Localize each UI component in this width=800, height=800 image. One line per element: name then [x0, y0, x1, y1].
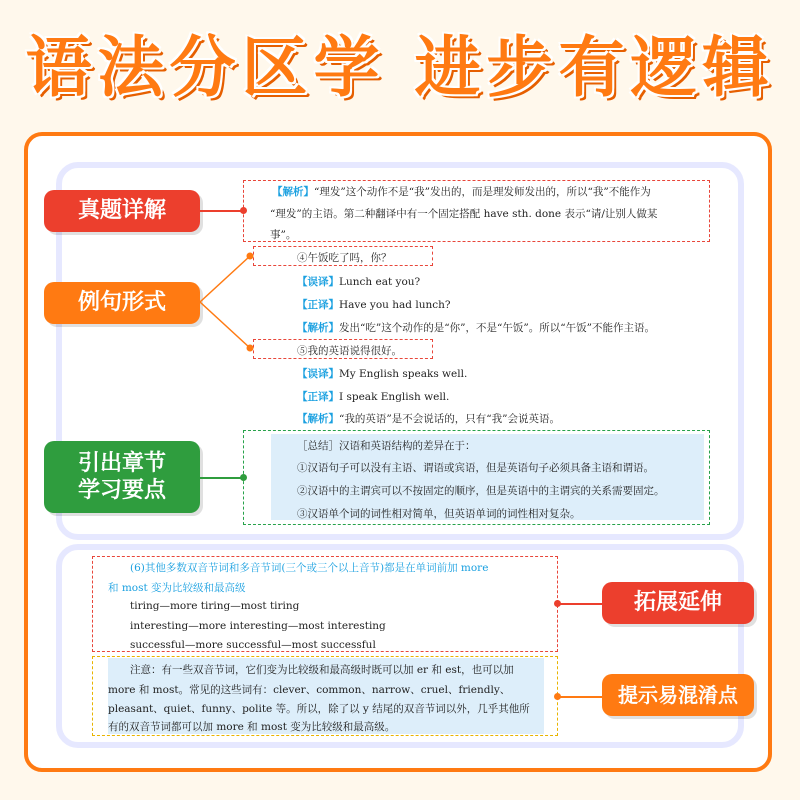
summary-title: ［总结］汉语和英语结构的差异在于：: [297, 440, 476, 452]
note-line-2: more 和 most。常见的这些词有：clever、common、narrow、cruel、friendly、: [108, 684, 511, 696]
label-extension: 拓展延伸: [602, 582, 754, 624]
note-line-1: 注意：有一些双音节词，它们变为比较级和最高级时既可以加 er 和 est，也可以加: [130, 664, 514, 676]
note-line-4: 有的双音节词都可以加 more 和 most 变为比较级和最高级。: [108, 721, 396, 733]
headline: 语法分区学 进步有逻辑: [25, 29, 775, 106]
summary-item-3: ③汉语单个词的词性相对简单，但英语单词的词性相对复杂。: [297, 508, 581, 520]
rule-example-1: tiring—more tiring—most tiring: [130, 600, 300, 612]
connector-dot-chapter-points: [240, 474, 247, 481]
rule-line-2: 和 most 变为比较级和最高级: [108, 582, 246, 594]
connector-dot-real-exam: [240, 207, 247, 214]
connector-chapter-points: [200, 477, 244, 479]
rule-line-1: (6)其他多数双音节词和多音节词(三个或三个以上音节)都是在单词前加 more: [130, 562, 489, 574]
analysis-line-1: 【解析】“理发”这个动作不是“我”发出的，而是理发师发出的，所以“我”不能作为: [272, 186, 651, 198]
connector-confusion: [558, 696, 602, 698]
summary-item-1: ①汉语句子可以没有主语、谓语或宾语，但是英语句子必须具备主语和谓语。: [297, 462, 654, 474]
example5-wrong: 【误译】My English speaks well.: [297, 368, 468, 380]
rule-example-3: successful—more successful—most successful: [130, 639, 376, 651]
connector-extension: [558, 603, 602, 605]
label-example-form: 例句形式: [44, 282, 200, 324]
rule-example-2: interesting—more interesting—most interesting: [130, 620, 386, 632]
example5-analysis: 【解析】“我的英语”是不会说话的，只有“我”会说英语。: [297, 413, 560, 425]
connector-example-form: [200, 250, 260, 360]
analysis-line-2: “理发”的主语。第二种翻译中有一个固定搭配 have sth. done 表示“请/让别人做某: [270, 208, 658, 220]
connector-real-exam: [200, 210, 244, 212]
summary-item-2: ②汉语中的主谓宾可以不按固定的顺序，但是英语中的主谓宾的关系需要固定。: [297, 485, 665, 497]
label-confusion: 提示易混淆点: [602, 674, 754, 716]
example4-analysis: 【解析】发出“吃”这个动作的是“你”，不是“午饭”。所以“午饭”不能作主语。: [297, 322, 655, 334]
example4-sentence: ④午饭吃了吗，你？: [297, 252, 392, 264]
example5-right: 【正译】I speak English well.: [297, 391, 450, 403]
analysis-line-3: 事”。: [270, 229, 297, 241]
label-chapter-points: 引出章节 学习要点: [44, 441, 200, 513]
note-line-3: pleasant、quiet、funny、polite 等。所以，除了以 y 结尾的双音节词以外，几乎其他所: [108, 703, 530, 715]
example4-wrong: 【误译】Lunch eat you?: [297, 276, 421, 288]
example5-sentence: ⑤我的英语说得很好。: [297, 345, 402, 357]
example4-right: 【正译】Have you had lunch?: [297, 299, 451, 311]
label-real-exam: 真题详解: [44, 190, 200, 232]
